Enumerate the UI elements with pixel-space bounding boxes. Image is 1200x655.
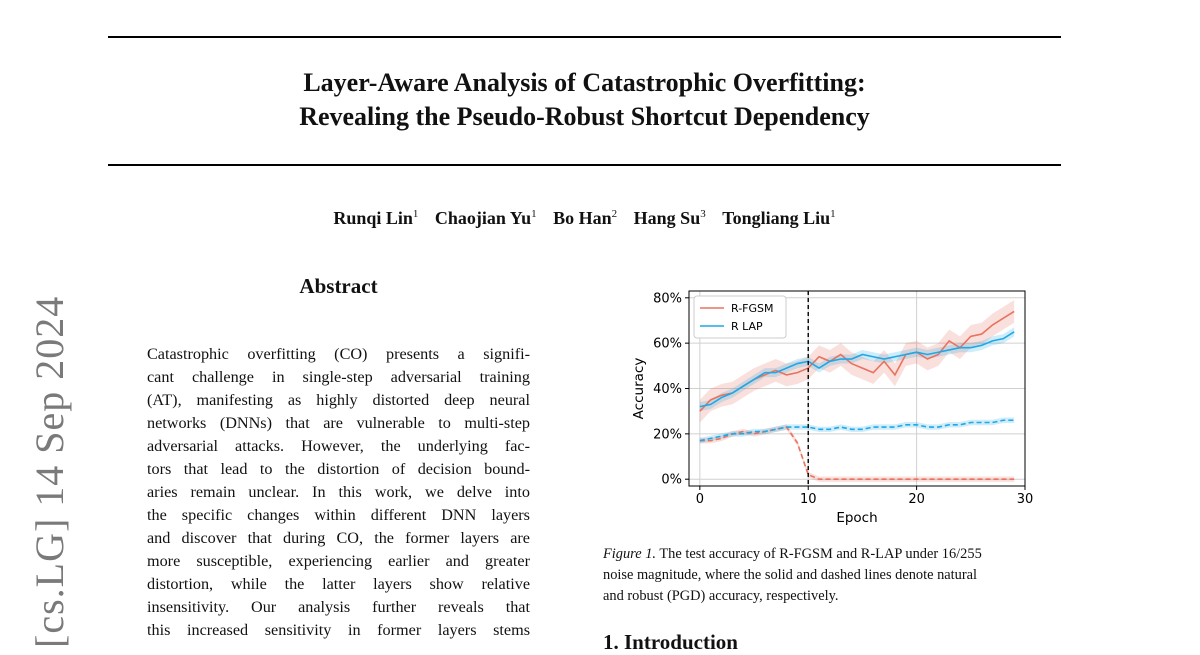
author-list [108,208,1061,229]
series-band [700,418,1014,444]
author: Bo Han$^2$ [553,208,618,228]
y-axis-label: Accuracy [631,357,647,420]
y-tick-label: 60% [653,336,682,352]
abstract-line: and discover that during CO, the former layers are [147,529,530,547]
caption-text: and robust (PGD) accuracy, respectively. [603,588,839,604]
title-line-1: Layer-Aware Analysis of Catastrophic Overfitting: [303,68,866,97]
caption-text: The test accuracy of R-FGSM and R-LAP under 16/255 [656,546,982,562]
abstract-line: the specific changes within different DNN layers [147,506,530,524]
caption-text: noise magnitude, where the solid and dashed lines denote natural [603,567,978,583]
y-tick-label: 80% [653,291,682,307]
y-tick-label: 0% [661,472,682,488]
figure-caption [603,544,1063,607]
figure-1-chart [625,285,1035,530]
abstract-body [147,343,530,642]
abstract-heading: Abstract [299,274,378,298]
bottom-rule [108,164,1061,166]
abstract-line: more susceptible, experiencing earlier and greater [147,552,530,570]
abstract-line: Catastrophic overfitting (CO) presents a signifi- [147,345,530,363]
abstract-line: this increased sensitivity in former layers stems [147,621,530,639]
author: Chaojian Yu$^1$ [434,208,537,228]
legend-label: R LAP [731,320,763,333]
title-line-2: Revealing the Pseudo-Robust Shortcut Dependency [299,102,870,131]
abstract-line: adversarial attacks. However, the underlying fac- [147,437,530,455]
abstract-line: (AT), manifesting as highly distorted deep neural [147,391,530,409]
x-tick-label: 30 [1016,492,1034,507]
x-tick-label: 10 [799,492,817,507]
y-tick-label: 20% [653,427,682,443]
top-rule [108,36,1061,38]
accuracy-chart-svg [625,285,1035,530]
abstract-line: tors that lead to the distortion of decision bound- [147,460,530,478]
author: Runqi Lin$^1$ [333,208,419,228]
abstract-line: insensitivity. Our analysis further reveals that [147,598,530,616]
author: Tongliang Liu$^1$ [722,208,836,228]
x-tick-label: 0 [695,492,704,507]
legend-label: R-FGSM [731,302,774,315]
caption-label: Figure 1. [603,546,657,562]
arxiv-stamp: [cs.LG] 14 Sep 2024 [27,295,72,648]
paper-title [108,66,1061,134]
abstract-line: networks (DNNs) that are vulnerable to multi-step [147,414,530,432]
x-tick-label: 20 [908,492,925,507]
introduction-heading: 1. Introduction [603,630,738,654]
author: Hang Su$^3$ [633,208,706,228]
abstract-line: distortion, while the latter layers show relative [147,575,530,593]
abstract-line: cant challenge in single-step adversarial training [147,368,530,386]
x-axis-label: Epoch [836,510,878,526]
y-tick-label: 40% [653,382,682,397]
abstract-line: aries remain unclear. In this work, we delve into [147,483,530,501]
